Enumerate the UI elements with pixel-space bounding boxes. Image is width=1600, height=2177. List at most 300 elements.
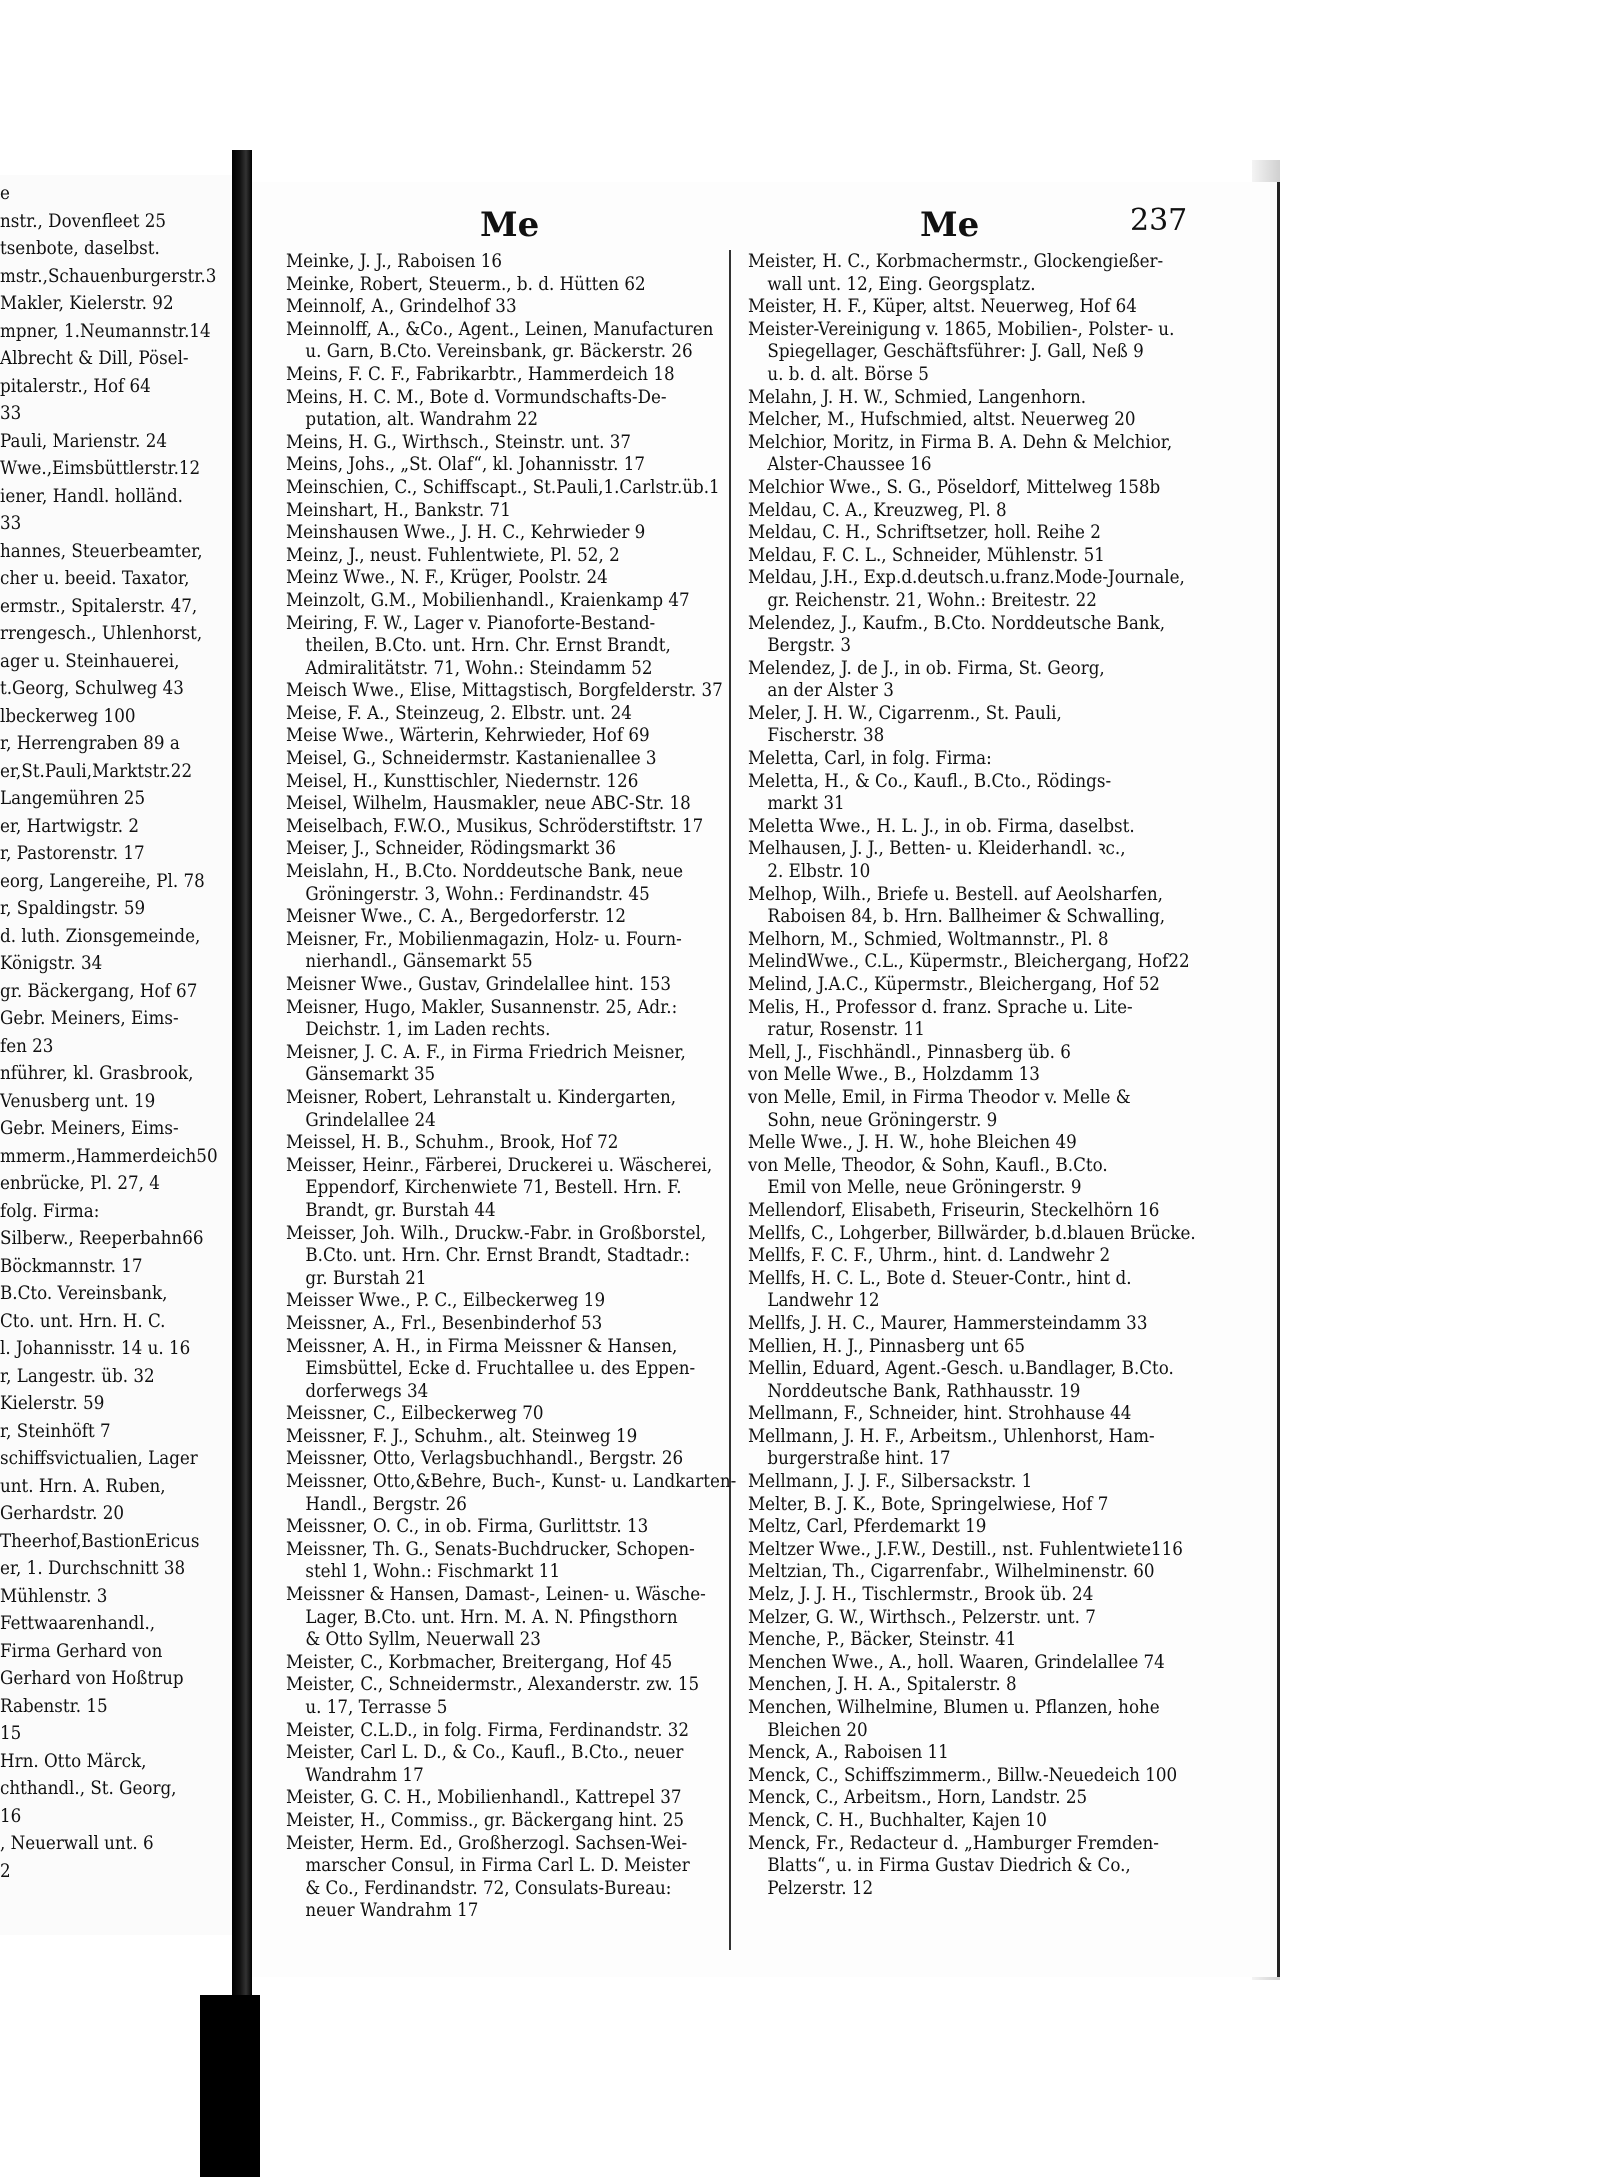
directory-entry [748,1673,1218,1696]
left-page-fragment: ager u. Steinhauerei, [0,649,180,672]
directory-entry [748,295,1218,318]
directory-entry [286,1741,756,1786]
entry-continuation-line: & Co., Ferdinandstr. 72, Consulats-Bureau: [305,1876,672,1899]
left-page-fragment: Silberw., Reeperbahn66 [0,1227,204,1249]
left-page-fragment: unt. Hrn. A. Ruben, [0,1474,166,1497]
left-page-fragment: Cto. unt. Hrn. H. C. [0,1309,166,1332]
entry-line: Meisser, Heinr., Färberei, Druckerei u. Wäscherei, [286,1153,713,1176]
entry-continuation-line: Admiralitätstr. 71, Wohn.: Steindamm 52 [305,656,653,679]
directory-entry [286,1538,756,1583]
left-page-fragment: pitalerstr., Hof 64 [0,374,151,397]
entry-line: Mellmann, F., Schneider, hint. Strohhause 44 [748,1402,1132,1425]
entry-line: Meltz, Carl, Pferdemarkt 19 [748,1515,987,1538]
entry-line: Meins, Johs., „St. Olaf“, kl. Johannisstr. 17 [286,453,646,476]
directory-entry [286,702,756,725]
left-page-fragment: er,St.Pauli,Marktstr.22 [0,759,193,782]
entry-line: Meisner, Fr., Mobilienmagazin, Holz- u. Fourn- [286,927,682,950]
entry-continuation-line: ratur, Rosenstr. 11 [767,1018,925,1041]
directory-entry [286,589,756,612]
directory-entry [748,1470,1218,1493]
entry-line: Meldau, F. C. L., Schneider, Mühlenstr. 51 [748,543,1105,566]
directory-entry [748,1651,1218,1674]
left-page-fragment: d. luth. Zionsgemeinde, [0,924,201,947]
entry-continuation-line: u. 17, Terrasse 5 [305,1696,448,1718]
entry-line: Meldau, C. A., Kreuzweg, Pl. 8 [748,498,1007,521]
entry-continuation-line: dorferwegs 34 [305,1379,429,1402]
entry-continuation-line: Pelzerstr. 12 [767,1876,874,1899]
entry-line: Meldau, C. H., Schriftsetzer, holl. Reihe 2 [748,521,1101,544]
directory-entry [286,1154,756,1222]
entry-line: Menck, A., Raboisen 11 [748,1741,949,1764]
directory-entry [286,1086,756,1131]
left-page-fragment: mstr.,Schauenburgerstr.3 [0,264,217,287]
directory-entry [286,386,756,431]
directory-entry [286,770,756,793]
entry-continuation-line: markt 31 [767,792,845,815]
directory-entry [286,521,756,544]
left-page-fragment: Gebr. Meiners, Eims- [0,1117,179,1139]
directory-entry [286,679,756,702]
entry-line: Meinnolf, A., Grindelhof 33 [286,295,517,318]
entry-line: Melind, J.A.C., Küpermstr., Bleichergang, Hof 52 [748,973,1160,995]
entry-continuation-line: Norddeutsche Bank, Rathhausstr. 19 [767,1379,1081,1402]
entry-line: Melchior Wwe., S. G., Pöseldorf, Mittelweg 158b [748,475,1161,498]
left-page-fragment: nstr., Dovenfleet 25 [0,209,167,232]
entry-line: Menche, P., Bäcker, Steinstr. 41 [748,1628,1017,1651]
entry-line: von Melle Wwe., B., Holzdamm 13 [748,1063,1040,1086]
entry-line: Meinshausen Wwe., J. H. C., Kehrwieder 9 [286,521,646,544]
entry-continuation-line: stehl 1, Wohn.: Fischmarkt 11 [305,1560,561,1583]
directory-entry [286,453,756,476]
entry-line: Meissner & Hansen, Damast-, Leinen- u. Wäsche- [286,1583,706,1606]
entry-line: Meisner Wwe., C. A., Bergedorferstr. 12 [286,905,627,928]
left-page-fragment: enbrücke, Pl. 27, 4 [0,1172,160,1194]
left-page-fragment: 33 [0,512,22,534]
left-page-fragment: r, Spaldingstr. 59 [0,897,146,919]
page-number: 237 [1130,203,1188,238]
directory-entry [286,1786,756,1809]
directory-entry [748,1809,1218,1832]
entry-line: Menchen, Wilhelmine, Blumen u. Pflanzen, hohe [748,1696,1160,1718]
left-page-fragment: er, 1. Durchschnitt 38 [0,1557,186,1579]
entry-line: Meister, C., Korbmacher, Breitergang, Hof 45 [286,1650,673,1673]
directory-entry [286,1651,756,1674]
entry-line: Meinshart, H., Bankstr. 71 [286,498,511,521]
left-page-fragment: e [0,182,10,204]
directory-entry [748,747,1218,770]
directory-entry [748,815,1218,838]
entry-line: Mellin, Eduard, Agent.-Gesch. u.Bandlager, B.Cto. [748,1357,1174,1380]
directory-entry [748,431,1218,476]
entry-line: Meisser, Joh. Wilh., Druckw.-Fabr. in Großborstel, [286,1221,707,1244]
entry-line: Meins, F. C. F., Fabrikarbtr., Hammerdeich 18 [286,362,675,385]
entry-continuation-line: nierhandl., Gänsemarkt 55 [305,950,533,973]
directory-entry [748,1786,1218,1809]
left-page-fragment: r, Pastorenstr. 17 [0,842,145,864]
left-page-fragment: Böckmannstr. 17 [0,1254,143,1277]
entry-line: Meister, C., Schneidermstr., Alexanderstr. zw. 15 [286,1673,700,1696]
entry-line: Meldau, J.H., Exp.d.deutsch.u.franz.Mode-Journale, [748,566,1185,589]
entry-continuation-line: Gröningerstr. 3, Wohn.: Ferdinandstr. 45 [305,882,650,905]
left-page-fragment: Mühlenstr. 3 [0,1584,108,1607]
entry-line: Meise, F. A., Steinzeug, 2. Elbstr. unt. 24 [286,701,632,724]
directory-entry [286,973,756,996]
directory-entry [748,973,1218,996]
left-page-fragment: Gebr. Meiners, Eims- [0,1007,179,1029]
directory-entry [286,792,756,815]
left-page-fragment: rrengesch., Uhlenhorst, [0,622,203,644]
entry-line: Melendez, J. de J., in ob. Firma, St. Georg, [748,656,1105,679]
entry-continuation-line: Fischerstr. 38 [767,724,885,747]
directory-entry [748,1244,1218,1267]
entry-line: Mellien, H. J., Pinnasberg unt 65 [748,1334,1026,1357]
directory-entry [748,566,1218,611]
directory-entry [748,1335,1218,1358]
left-page-fragment: schiffsvictualien, Lager [0,1447,198,1469]
entry-continuation-line: B.Cto. unt. Hrn. Chr. Ernst Brandt, Stadtadr.: [305,1244,691,1267]
directory-entry [286,905,756,928]
left-page-fragment: Fettwaarenhandl., [0,1612,156,1634]
entry-continuation-line: Landwehr 12 [767,1289,880,1312]
directory-entry [748,250,1218,295]
entry-line: Melle Wwe., J. H. W., hohe Bleichen 49 [748,1131,1077,1154]
left-page-fragment: eorg, Langereihe, Pl. 78 [0,869,205,892]
entry-line: Meisner, J. C. A. F., in Firma Friedrich Meisner, [286,1040,686,1063]
entry-continuation-line: Emil von Melle, neue Gröningerstr. 9 [767,1176,1082,1199]
directory-entry [748,386,1218,409]
entry-line: Meinke, Robert, Steuerm., b. d. Hütten 62 [286,272,646,295]
entry-line: Mellfs, F. C. F., Uhrm., hint. d. Landwehr 2 [748,1244,1111,1267]
entry-line: Meisser Wwe., P. C., Eilbeckerweg 19 [286,1289,606,1312]
directory-entry [286,1425,756,1448]
directory-entry [286,318,756,363]
directory-entry [748,1199,1218,1222]
entry-line: Meltzer Wwe., J.F.W., Destill., nst. Fuhlentwiete116 [748,1537,1183,1560]
directory-entry [748,499,1218,522]
entry-line: Meinnolff, A., &Co., Agent., Leinen, Manufacturen [286,317,714,340]
entry-continuation-line: Deichstr. 1, im Laden rechts. [305,1018,551,1041]
left-page-fragment: 16 [0,1804,22,1827]
directory-entry [748,770,1218,815]
entry-line: Menck, C., Arbeitsm., Horn, Landstr. 25 [748,1786,1088,1809]
entry-continuation-line: Grindelallee 24 [305,1108,436,1131]
entry-line: Meletta Wwe., H. L. J., in ob. Firma, daselbst. [748,814,1135,837]
entry-line: Meiselbach, F.W.O., Musikus, Schröderstiftstr. 17 [286,814,704,837]
directory-entry [286,476,756,499]
directory-column-1 [286,250,756,1922]
entry-continuation-line: 2. Elbstr. 10 [767,860,871,883]
left-page-fragment: r, Langestr. üb. 32 [0,1364,155,1387]
directory-entry [286,431,756,454]
directory-entry [286,747,756,770]
directory-entry [286,566,756,589]
directory-entry [748,1222,1218,1245]
entry-continuation-line: Lager, B.Cto. unt. Hrn. M. A. N. Pfingsthorn [305,1605,678,1628]
entry-continuation-line: burgerstraße hint. 17 [767,1447,951,1470]
left-page-fragment: Wwe.,Eimsbüttlerstr.12 [0,457,201,479]
directory-entry [748,612,1218,657]
entry-continuation-line: theilen, B.Cto. unt. Hrn. Chr. Ernst Brandt, [305,634,671,657]
left-page-fragment: Rabenstr. 15 [0,1694,108,1717]
left-page-fragment: mmerm.,Hammerdeich50 [0,1144,218,1167]
directory-entry [748,657,1218,702]
entry-line: Meister, Herm. Ed., Großherzogl. Sachsen-Wei- [286,1831,688,1854]
directory-entry [748,702,1218,747]
directory-entry [748,1267,1218,1312]
entry-line: Meissner, Otto, Verlagsbuchhandl., Bergstr. 26 [286,1447,684,1470]
entry-continuation-line: u. b. d. alt. Börse 5 [767,362,929,385]
left-page-fragment: fen 23 [0,1034,54,1057]
left-page-fragment: Venusberg unt. 19 [0,1089,156,1112]
entry-line: Meissel, H. B., Schuhm., Brook, Hof 72 [286,1131,619,1154]
entry-line: Meisner, Robert, Lehranstalt u. Kindergarten, [286,1085,677,1108]
entry-line: Meister, H. F., Küper, altst. Neuerweg, Hof 64 [748,295,1137,318]
left-page-fragment: t.Georg, Schulweg 43 [0,677,184,699]
left-page-fragment: mpner, 1.Neumannstr.14 [0,319,211,342]
directory-entry [748,1515,1218,1538]
left-page-fragment: cher u. beeid. Taxator, [0,567,190,589]
entry-line: Meissner, F. J., Schuhm., alt. Steinweg 19 [286,1424,638,1447]
directory-entry [748,521,1218,544]
running-head-center: Me [920,205,980,245]
entry-line: Meiring, F. W., Lager v. Pianoforte-Bestand- [286,611,656,634]
directory-entry [286,1719,756,1742]
entry-line: Mellfs, J. H. C., Maurer, Hammersteindamm 33 [748,1311,1148,1334]
entry-line: Meister, Carl L. D., & Co., Kaufl., B.Cto., neuer [286,1741,684,1764]
entry-line: Mellmann, J. J. F., Silbersackstr. 1 [748,1470,1033,1493]
entry-line: Meletta, Carl, in folg. Firma: [748,747,992,770]
directory-entry [748,1312,1218,1335]
directory-entry [748,950,1218,973]
entry-continuation-line: Eppendorf, Kirchenwiete 71, Bestell. Hrn. F. [305,1176,682,1199]
directory-entry [748,1741,1218,1764]
directory-entry [286,1402,756,1425]
entry-continuation-line: Sohn, neue Gröningerstr. 9 [767,1108,998,1131]
entry-continuation-line: Handl., Bergstr. 26 [305,1492,467,1515]
directory-entry [286,250,756,273]
entry-continuation-line: wall unt. 12, Eing. Georgsplatz. [767,272,1036,295]
entry-line: Meinzolt, G.M., Mobilienhandl., Kraienkamp 47 [286,588,690,611]
entry-continuation-line: neuer Wandrahm 17 [305,1899,479,1922]
directory-entry [748,1606,1218,1629]
entry-line: Melhorn, M., Schmied, Woltmannstr., Pl. 8 [748,927,1109,950]
entry-line: Melchior, Moritz, in Firma B. A. Dehn & Melchior, [748,430,1173,453]
directory-entry [748,1493,1218,1516]
left-page-fragment: Firma Gerhard von [0,1639,163,1662]
directory-entry [286,1470,756,1515]
directory-entry [286,724,756,747]
directory-entry [748,408,1218,431]
entry-line: Melendez, J., Kaufm., B.Cto. Norddeutsche Bank, [748,611,1166,634]
left-page-fragment: 15 [0,1722,22,1744]
entry-continuation-line: an der Alster 3 [767,679,894,702]
directory-entry [748,1041,1218,1064]
directory-entry [748,1154,1218,1199]
entry-line: Meins, H. G., Wirthsch., Steinstr. unt. 37 [286,430,632,453]
directory-entry [748,1402,1218,1425]
entry-line: Meisel, G., Schneidermstr. Kastanienallee 3 [286,747,657,770]
directory-entry [286,295,756,318]
left-page-fragment: Theerhof,BastionEricus [0,1529,200,1552]
entry-continuation-line: Spiegellager, Geschäftsführer: J. Gall, Neß 9 [767,340,1144,363]
left-page-fragment: 2 [0,1859,11,1882]
left-page-fragment: tsenbote, daselbst. [0,237,160,259]
directory-entry [748,837,1218,882]
entry-line: Mell, J., Fischhändl., Pinnasberg üb. 6 [748,1040,1071,1063]
left-page-fragment: chthandl., St. Georg, [0,1777,177,1799]
left-page-fragment: r, Steinhöft 7 [0,1419,111,1442]
directory-entry [286,1832,756,1922]
left-page-fragment: r, Herrengraben 89 a [0,732,180,754]
directory-entry [748,996,1218,1041]
left-page-fragment: Langemühren 25 [0,787,146,809]
entry-line: Meler, J. H. W., Cigarrenm., St. Pauli, [748,701,1062,724]
entry-continuation-line: Gänsemarkt 35 [305,1063,436,1086]
directory-entry [286,1515,756,1538]
directory-entry [286,996,756,1041]
entry-line: MelindWwe., C.L., Küpermstr., Bleichergang, Hof22 [748,950,1190,973]
directory-entry [748,1131,1218,1154]
entry-line: Meissner, A., Frl., Besenbinderhof 53 [286,1311,603,1334]
entry-continuation-line: Bleichen 20 [767,1718,868,1741]
entry-line: Meissner, A. H., in Firma Meissner & Hansen, [286,1334,678,1357]
entry-continuation-line: putation, alt. Wandrahm 22 [305,408,539,431]
entry-line: Menck, C. H., Buchhalter, Kajen 10 [748,1808,1047,1831]
entry-line: Meisner Wwe., Gustav, Grindelallee hint. 153 [286,973,672,995]
entry-line: Menchen Wwe., A., holl. Waaren, Grindelallee 74 [748,1650,1165,1673]
entry-line: Mellfs, C., Lohgerber, Billwärder, b.d.blauen Brücke. [748,1221,1196,1244]
entry-continuation-line: Brandt, gr. Burstah 44 [305,1198,496,1221]
entry-line: von Melle, Theodor, & Sohn, Kaufl., B.Cto. [748,1153,1108,1176]
entry-line: Meister-Vereinigung v. 1865, Mobilien-, Polster- u. [748,317,1175,340]
entry-continuation-line: Alster-Chaussee 16 [767,453,932,476]
directory-entry [286,499,756,522]
directory-entry [748,883,1218,928]
entry-line: Meissner, C., Eilbeckerweg 70 [286,1402,544,1425]
entry-line: Meletta, H., & Co., Kaufl., B.Cto., Rödings- [748,769,1112,792]
directory-entry [286,1222,756,1290]
directory-entry [748,1538,1218,1561]
directory-entry [286,1289,756,1312]
entry-line: Meltzian, Th., Cigarrenfabr., Wilhelminenstr. 60 [748,1560,1155,1583]
left-page-fragment: Königstr. 34 [0,952,103,974]
directory-entry [748,1063,1218,1086]
directory-entry [286,860,756,905]
directory-entry [748,544,1218,567]
directory-entry [286,1673,756,1718]
left-page-fragment: lbeckerweg 100 [0,704,136,727]
directory-entry [748,476,1218,499]
left-page-fragment: 33 [0,402,22,424]
book-spine-shadow [200,1995,260,2177]
left-page-fragment: ermstr., Spitalerstr. 47, [0,594,198,617]
entry-line: Meister, H. C., Korbmachermstr., Glockengießer- [748,250,1164,272]
entry-line: Mellmann, J. H. F., Arbeitsm., Uhlenhorst, Ham- [748,1424,1155,1447]
directory-entry [748,1357,1218,1402]
entry-line: Meisel, Wilhelm, Hausmakler, neue ABC-Str. 18 [286,792,691,815]
entry-line: Meister, G. C. H., Mobilienhandl., Kattrepel 37 [286,1786,682,1809]
directory-entry [748,318,1218,386]
directory-entry [748,1832,1218,1900]
directory-entry [286,837,756,860]
entry-line: Melter, B. J. K., Bote, Springelwiese, Hof 7 [748,1492,1109,1515]
entry-line: Melis, H., Professor d. franz. Sprache u. Lite- [748,995,1133,1018]
directory-column-2 [748,250,1218,1899]
directory-entry [748,1086,1218,1131]
entry-line: Meisch Wwe., Elise, Mittagstisch, Borgfelderstr. 37 [286,679,723,702]
entry-line: Melzer, G. W., Wirthsch., Pelzerstr. unt. 7 [748,1605,1096,1628]
entry-line: Menck, Fr., Redacteur d. „Hamburger Fremden- [748,1831,1159,1854]
left-page-fragment: folg. Firma: [0,1199,100,1222]
entry-line: Meister, C.L.D., in folg. Firma, Ferdinandstr. 32 [286,1718,689,1741]
directory-entry [286,815,756,838]
entry-line: Meinschien, C., Schiffscapt., St.Pauli,1.Carlstr.üb.1 [286,475,720,498]
entry-line: Mellfs, H. C. L., Bote d. Steuer-Contr., hint d. [748,1266,1132,1289]
entry-line: Meisel, H., Kunsttischler, Niedernstr. 126 [286,769,639,792]
left-page-fragment: iener, Handl. holländ. [0,484,183,507]
entry-line: Menchen, J. H. A., Spitalerstr. 8 [748,1673,1017,1696]
left-page-fragment: Albrecht & Dill, Pösel- [0,347,189,369]
entry-line: Meissner, Th. G., Senats-Buchdrucker, Schopen- [286,1537,695,1560]
left-page-fragment: er, Hartwigstr. 2 [0,814,140,837]
directory-entry [286,928,756,973]
directory-entry [286,273,756,296]
directory-entry [286,1041,756,1086]
entry-line: Melhausen, J. J., Betten- u. Kleiderhandl. ꝛc., [748,837,1126,860]
directory-entry [748,928,1218,951]
entry-line: Meinz, J., neust. Fuhlentwiete, Pl. 52, 2 [286,543,620,566]
entry-continuation-line: u. Garn, B.Cto. Vereinsbank, gr. Bäckerstr. 26 [305,340,693,363]
entry-line: Meissner, O. C., in ob. Firma, Gurlittstr. 13 [286,1515,649,1538]
entry-continuation-line: marscher Consul, in Firma Carl L. D. Meister [305,1854,690,1877]
directory-entry [748,1628,1218,1651]
entry-line: Meinke, J. J., Raboisen 16 [286,250,503,272]
directory-entry [286,1312,756,1335]
entry-continuation-line: Eimsbüttel, Ecke d. Fruchtallee u. des Eppen- [305,1357,696,1380]
entry-line: von Melle, Emil, in Firma Theodor v. Melle & [748,1085,1131,1108]
left-page-fragment: Hrn. Otto Märck, [0,1749,147,1772]
entry-continuation-line: & Otto Syllm, Neuerwall 23 [305,1628,541,1651]
entry-line: Melz, J. J. H., Tischlermstr., Brook üb. 24 [748,1583,1094,1606]
left-page-fragment: Pauli, Marienstr. 24 [0,429,168,452]
entry-line: Melhop, Wilh., Briefe u. Bestell. auf Aeolsharfen, [748,882,1163,905]
left-page-fragment: B.Cto. Vereinsbank, [0,1282,168,1304]
entry-continuation-line: Bergstr. 3 [767,634,851,657]
entry-line: Meins, H. C. M., Bote d. Vormundschafts-De- [286,385,667,408]
entry-continuation-line: gr. Burstah 21 [305,1266,427,1289]
entry-line: Meissner, Otto,&Behre, Buch-, Kunst- u. Landkarten- [286,1470,737,1493]
directory-entry [286,1583,756,1651]
directory-entry [286,363,756,386]
left-page-fragment: Makler, Kielerstr. 92 [0,292,174,314]
directory-entry [286,1131,756,1154]
entry-line: Mellendorf, Elisabeth, Friseurin, Steckelhörn 16 [748,1198,1160,1221]
left-page-fragment: , Neuerwall unt. 6 [0,1832,154,1854]
directory-entry [286,1447,756,1470]
entry-continuation-line: gr. Reichenstr. 21, Wohn.: Breitestr. 22 [767,588,1097,611]
directory-entry [748,1764,1218,1787]
entry-continuation-line: Wandrahm 17 [305,1763,424,1786]
entry-line: Meise Wwe., Wärterin, Kehrwieder, Hof 69 [286,724,650,747]
entry-line: Meislahn, H., B.Cto. Norddeutsche Bank, neue [286,860,683,883]
left-page-fragment: nführer, kl. Grasbrook, [0,1062,194,1084]
running-head-left: Me [480,205,540,245]
left-page-fragment: hannes, Steuerbeamter, [0,539,203,562]
facing-left-page [0,175,232,1935]
entry-continuation-line: Blatts“, u. in Firma Gustav Diedrich & Co., [767,1854,1131,1877]
book-spine [232,150,252,2177]
directory-entry [286,612,756,680]
